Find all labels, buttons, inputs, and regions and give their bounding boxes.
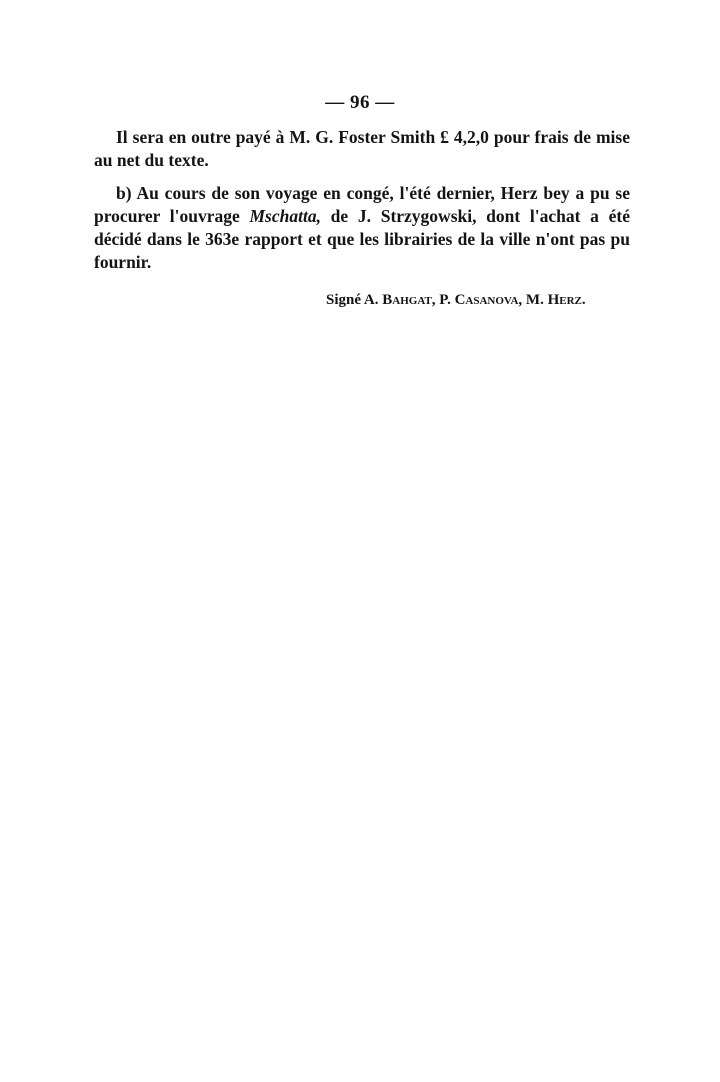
body-text <box>94 126 630 274</box>
signature-prefix: Signé A. <box>326 292 383 308</box>
signatory-herz: Herz <box>547 292 582 308</box>
signatory-casanova: Casanova <box>454 292 519 308</box>
page-number: — 96 — <box>325 92 395 113</box>
book-title-mschatta: Mschatta, <box>249 206 321 226</box>
signature-line <box>326 292 586 309</box>
signature-separator-1: , P. <box>431 292 455 308</box>
paragraph-mschatta-tail: de J. Strzygowski, dont l'achat a été décidé dans le 363e rapport et que les librairies de la ville n'ont pas pu fournir. <box>94 206 630 272</box>
signature-separator-2: , M. <box>518 292 548 308</box>
signatory-bahgat: Bahgat <box>382 292 432 308</box>
paragraph-mschatta-lead: b) Au cours de son voyage en congé, l'été dernier, Herz bey a pu se procurer l'ouvrage <box>94 183 630 226</box>
paragraph-mschatta <box>94 182 630 274</box>
paragraph-payment: Il sera en outre payé à M. G. Foster Smith £ 4,2,0 pour frais de mise au net du texte. <box>94 127 630 170</box>
signature-suffix: . <box>581 292 586 308</box>
